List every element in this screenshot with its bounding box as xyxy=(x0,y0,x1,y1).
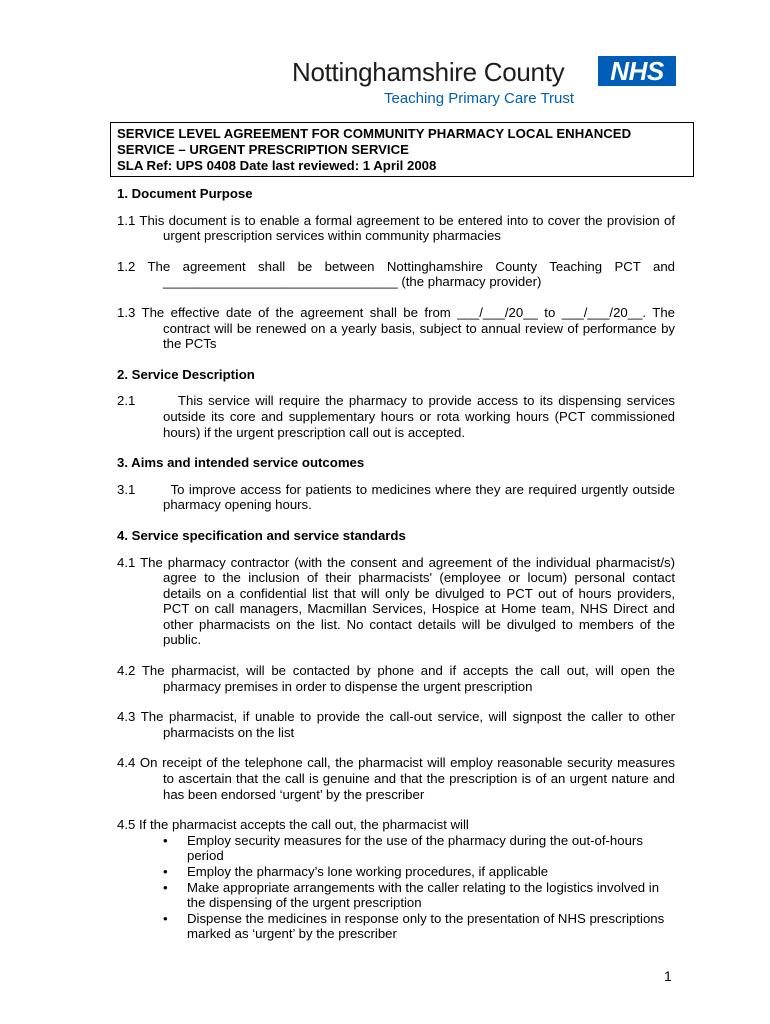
title-line-1: SERVICE LEVEL AGREEMENT FOR COMMUNITY PHARMACY LOCAL ENHANCED xyxy=(117,126,632,141)
sla-reference: SLA Ref: UPS 0408 Date last reviewed: 1 April 2008 xyxy=(117,158,437,173)
paragraph-3-1: 3.1 To improve access for patients to medicines where they are required urgently outside pharmacy opening hours. xyxy=(117,481,675,513)
paragraph-4-5: 4.5 If the pharmacist accepts the call out, the pharmacist will xyxy=(117,817,469,833)
bullet-list xyxy=(163,833,675,942)
bullet-icon: • xyxy=(163,879,168,895)
paragraph-4-4: 4.4 On receipt of the telephone call, the pharmacist will employ reasonable security measures to ascertain that the call is genuine and that the prescription is of an urgent nature and has been endorsed ‘urgent’ by the prescriber xyxy=(117,755,675,802)
title-line-2: SERVICE – URGENT PRESCRIPTION SERVICE xyxy=(117,142,409,157)
paragraph-1-1: 1.1 This document is to enable a formal agreement to be entered into to cover the provision of urgent prescription services within community pharmacies xyxy=(117,212,675,244)
organisation-subtitle: Teaching Primary Care Trust xyxy=(384,90,575,107)
list-item xyxy=(163,880,675,911)
section-heading-2: 2. Service Description xyxy=(117,366,255,382)
list-item xyxy=(163,833,675,864)
bullet-icon: • xyxy=(163,910,168,926)
page-number: 1 xyxy=(664,968,672,984)
list-item-text: Dispense the medicines in response only to the presentation of NHS prescriptions marked as ‘urgent’ by the prescriber xyxy=(187,910,665,942)
letterhead xyxy=(0,0,770,110)
paragraph-2-1: 2.1 This service will require the pharmacy to provide access to its dispensing services outside its core and supplementary hours or rota working hours (PCT commissioned hours) if the urgent prescription call out is accepted. xyxy=(117,393,675,440)
organisation-name: Nottinghamshire County xyxy=(292,57,565,87)
section-heading-1: 1. Document Purpose xyxy=(117,186,253,201)
paragraph-1-3: 1.3 The effective date of the agreement shall be from ___/___/20__ to ___/___/20__. The contract will be renewed on a yearly basis, subject to annual review of performance by the PCTs xyxy=(117,304,675,352)
paragraph-4-1: 4.1 The pharmacy contractor (with the consent and agreement of the individual pharmacist/s) agree to the inclusion of their pharmacists' (employee or locum) personal contact details on a confidential list that will only be divulged to PCT out of hours providers, PCT on call managers, Macmillan Services, Hospice at Home team, NHS Direct and other pharmacists on the list. No contact details will be divulged to members of the public. xyxy=(117,554,675,648)
paragraph-4-2: 4.2 The pharmacist, will be contacted by phone and if accepts the call out, will open the pharmacy premises in order to dispense the urgent prescription xyxy=(117,663,675,694)
list-item xyxy=(163,911,675,942)
nhs-logo xyxy=(598,56,676,86)
document-body xyxy=(117,186,675,942)
section-heading-4: 4. Service specification and service standards xyxy=(117,527,406,543)
list-item xyxy=(163,864,675,880)
nhs-logo-text: NHS xyxy=(610,56,664,86)
list-item-text: Make appropriate arrangements with the caller relating to the logistics involved in the dispensing of the urgent prescription xyxy=(187,879,660,911)
bullet-icon: • xyxy=(163,864,168,879)
bullet-icon: • xyxy=(163,832,168,848)
section-heading-3: 3. Aims and intended service outcomes xyxy=(117,455,365,471)
paragraph-1-2: 1.2 The agreement shall be between Nottinghamshire County Teaching PCT and ________________________________ (the pharmacy provider) xyxy=(117,258,675,290)
list-item-text: Employ the pharmacy’s lone working procedures, if applicable xyxy=(187,864,549,879)
paragraph-4-3: 4.3 The pharmacist, if unable to provide the call-out service, will signpost the caller to other pharmacists on the list xyxy=(117,709,675,740)
document-title-box xyxy=(110,122,694,177)
list-item-text: Employ security measures for the use of the pharmacy during the out-of-hours period xyxy=(187,832,643,864)
